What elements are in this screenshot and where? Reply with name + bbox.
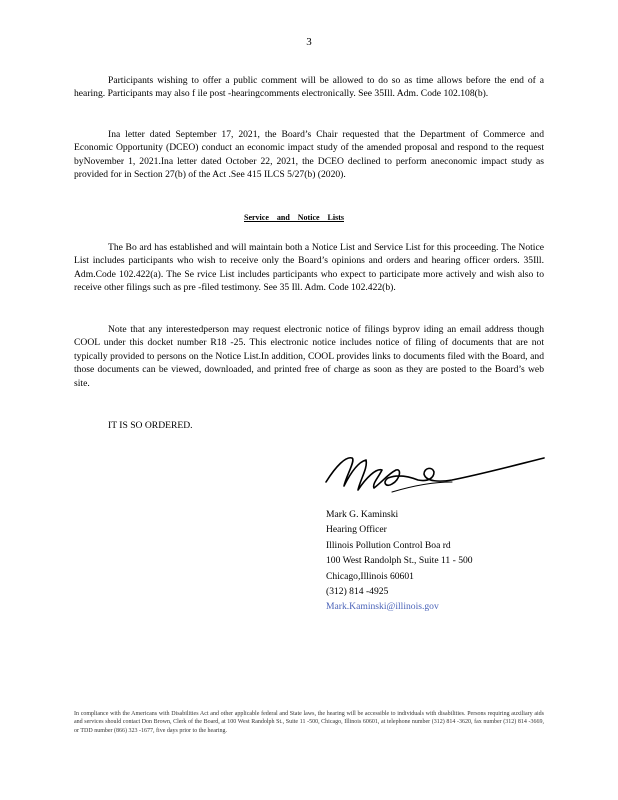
paragraph-service-lists: The Bo ard has established and will maintain both a Notice List and Service List for this proceeding. The Notice List includes participants who wish to receive only the Board’s opinions and orders and hearing officer orders. 35Ill. Adm.Code 102.422(a). The Se rvice List includes participants who expect to participate more actively and wish also to receive other filings such as pre -filed testimony. See 35 Ill. Adm. Code 102.422(b).	[74, 242, 544, 294]
page-number: 3	[306, 36, 312, 48]
signature-block	[326, 507, 473, 615]
paragraph-public-comment: Participants wishing to offer a public comment will be allowed to do so as time allows before the end of a hearing. Participants may also f ile post -hearingcomments electronically. See 35Ill. Adm. Code 102.108(b).	[74, 75, 544, 100]
signer-name: Mark G. Kaminski	[326, 509, 399, 520]
signer-organization: Illinois Pollution Control Boa rd	[326, 539, 451, 551]
paragraph-economic-impact: Ina letter dated September 17, 2021, the Board’s Chair requested that the Department of Commerce and Economic Opportunity (DCEO) conduct an economic impact study of the amended proposal and respond to the request byNovember 1, 2021.Ina letter dated October 22, 2021, the DCEO declined to perform aneconomic impact study as provided for in Section 27(b) of the Act .See 415 ILCS 5/27(b) (2020).	[74, 129, 544, 181]
signer-email-link[interactable]: Mark.Kaminski@illinois.gov	[326, 601, 439, 613]
paragraph-electronic-notice: Note that any interestedperson may request electronic notice of filings byprov iding an email address though COOL under this docket number R18 -25. This electronic notice includes notice of filing of documents that are not typically provided to persons on the Notice List.In addition, COOL provides links to documents filed with the Board, and those documents can be viewed, downloaded, and printed free of charge as soon as they are posted to the Board’s web site.	[74, 324, 544, 389]
section-heading: Service and Notice Lists	[244, 213, 344, 222]
signer-address: 100 West Randolph St., Suite 11 - 500	[326, 555, 473, 567]
signer-title: Hearing Officer	[326, 524, 387, 536]
signer-phone: (312) 814 -4925	[326, 586, 389, 598]
accessibility-footer: In compliance with the Americans with Disabilities Act and other applicable federal and State laws, the hearing will be accessible to individuals with disabilities. Persons requiring auxiliary aids and services should contact Don Brown, Clerk of the Board, at 100 West Randolph St., Suite 11 -500, Chicago, Illinois 60601, at telephone number (312) 814 -3620, fax number (312) 814 -3669, or TDD number (866) 323 -1677, five days prior to the hearing.	[74, 711, 544, 734]
order-statement: IT IS SO ORDERED.	[108, 420, 193, 431]
handwritten-signature	[322, 452, 548, 502]
signer-city: Chicago,Illinois 60601	[326, 570, 414, 582]
